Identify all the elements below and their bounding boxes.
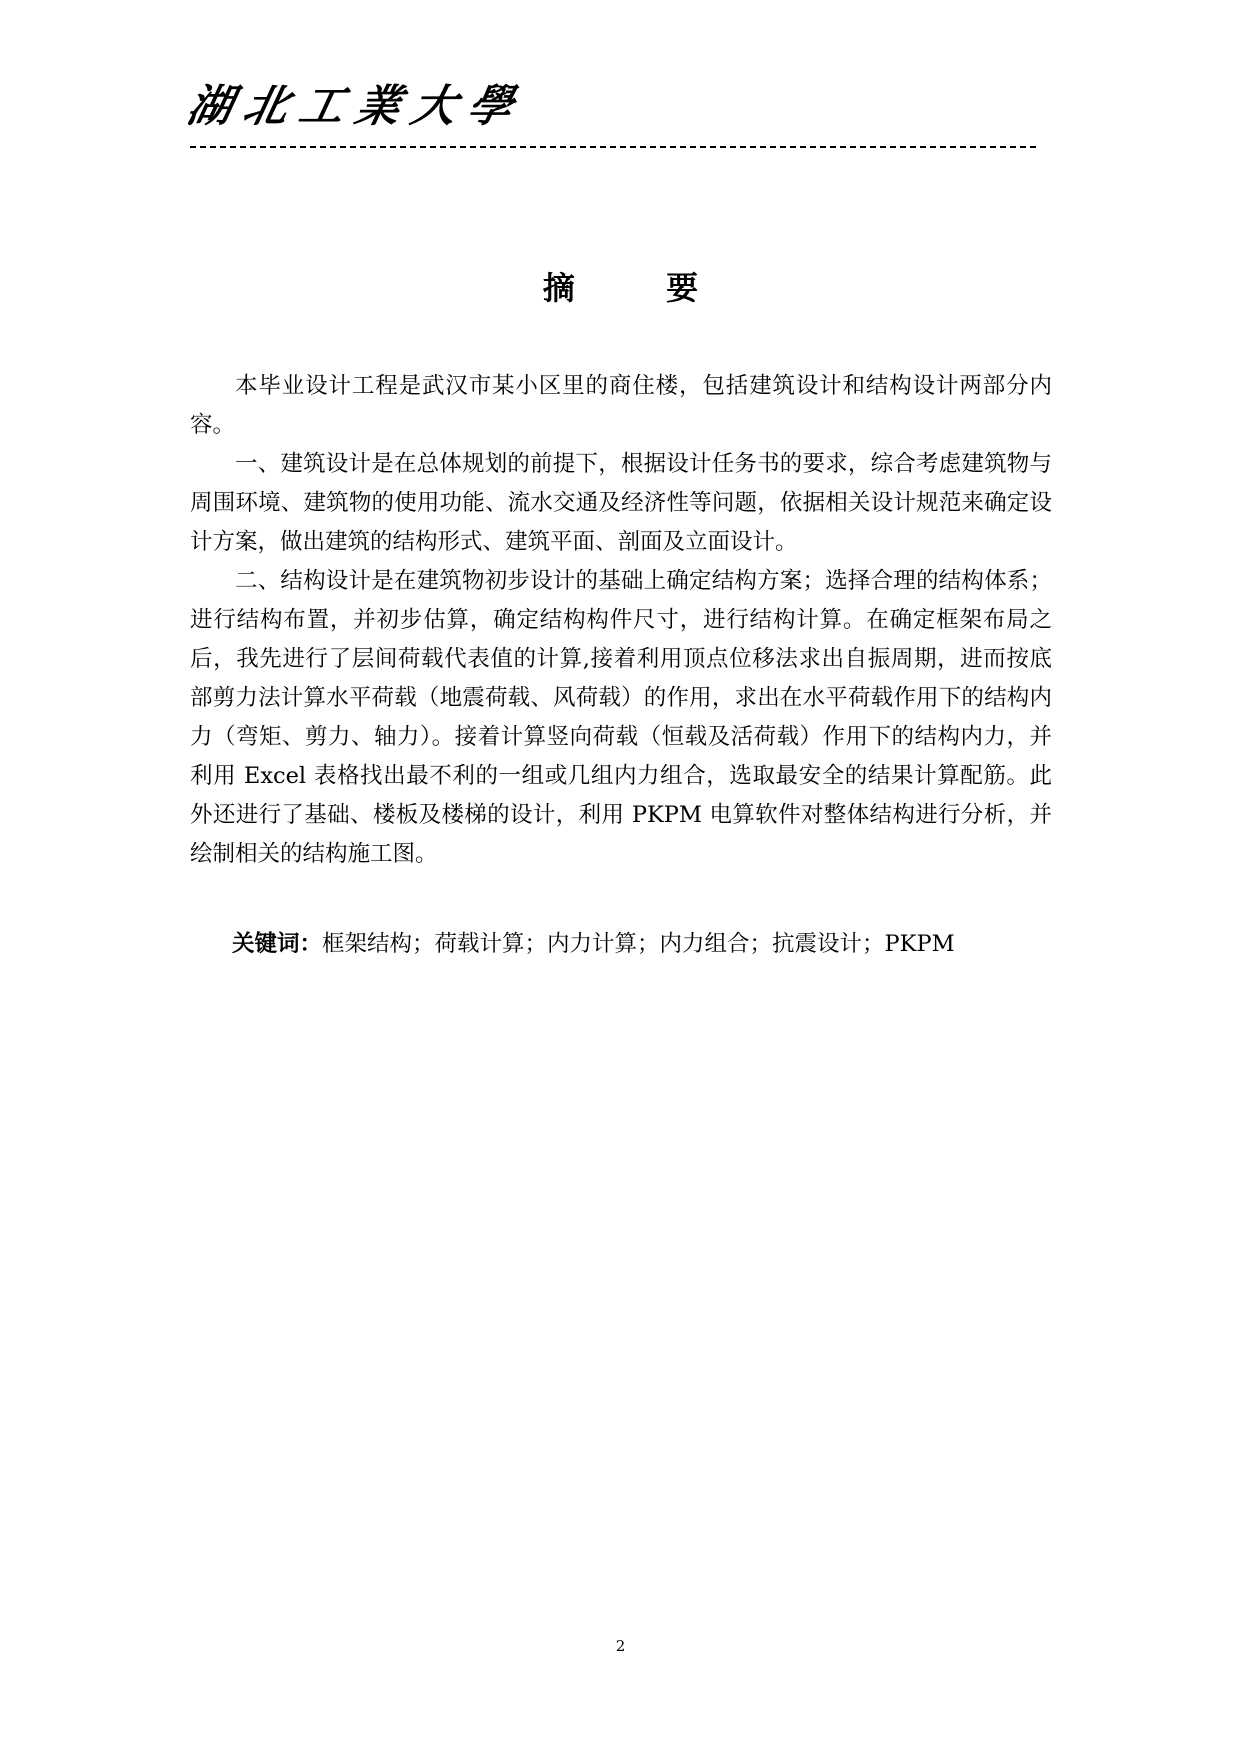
page-title: 摘 要 <box>542 269 739 307</box>
keywords-text: 框架结构；荷载计算；内力计算；内力组合；抗震设计；PKPM <box>322 931 955 957</box>
abstract-paragraph-structure: 二、结构设计是在建筑物初步设计的基础上确定结构方案；选择合理的结构体系；进行结构布置，并初步估算，确定结构构件尺寸，进行结构计算。在确定框架布局之后，我先进行了层间荷载代表值的计算,接着利用顶点位移法求出自振周期，进而按底部剪力法计算水平荷载（地震荷载、风荷载）的作用，求出在水平荷载作用下的结构内力（弯矩、剪力、轴力）。接着计算竖向荷载（恒载及活荷载）作用下的结构内力，并利用 Excel 表格找出最不利的一组或几组内力组合，选取最安全的结果计算配筋。此外还进行了基础、楼板及楼梯的设计，利用 PKPM 电算软件对整体结构进行分析，并绘制相关的结构施工图。 <box>190 568 1052 867</box>
page-number: 2 <box>615 1637 626 1655</box>
abstract-paragraph-intro: 本毕业设计工程是武汉市某小区里的商住楼，包括建筑设计和结构设计两部分内容。 <box>190 373 1052 438</box>
abstract-paragraph-architecture: 一、建筑设计是在总体规划的前提下，根据设计任务书的要求，综合考虑建筑物与周围环境、建筑物的使用功能、流水交通及经济性等问题，依据相关设计规范来确定设计方案，做出建筑的结构形式、建筑平面、剖面及立面设计。 <box>190 451 1052 555</box>
keywords-label: 关键词： <box>232 931 323 957</box>
header-divider <box>190 146 1036 148</box>
keywords-line <box>232 924 955 964</box>
abstract-body <box>190 367 1052 874</box>
university-logo: 湖北工業大學 <box>182 81 530 132</box>
